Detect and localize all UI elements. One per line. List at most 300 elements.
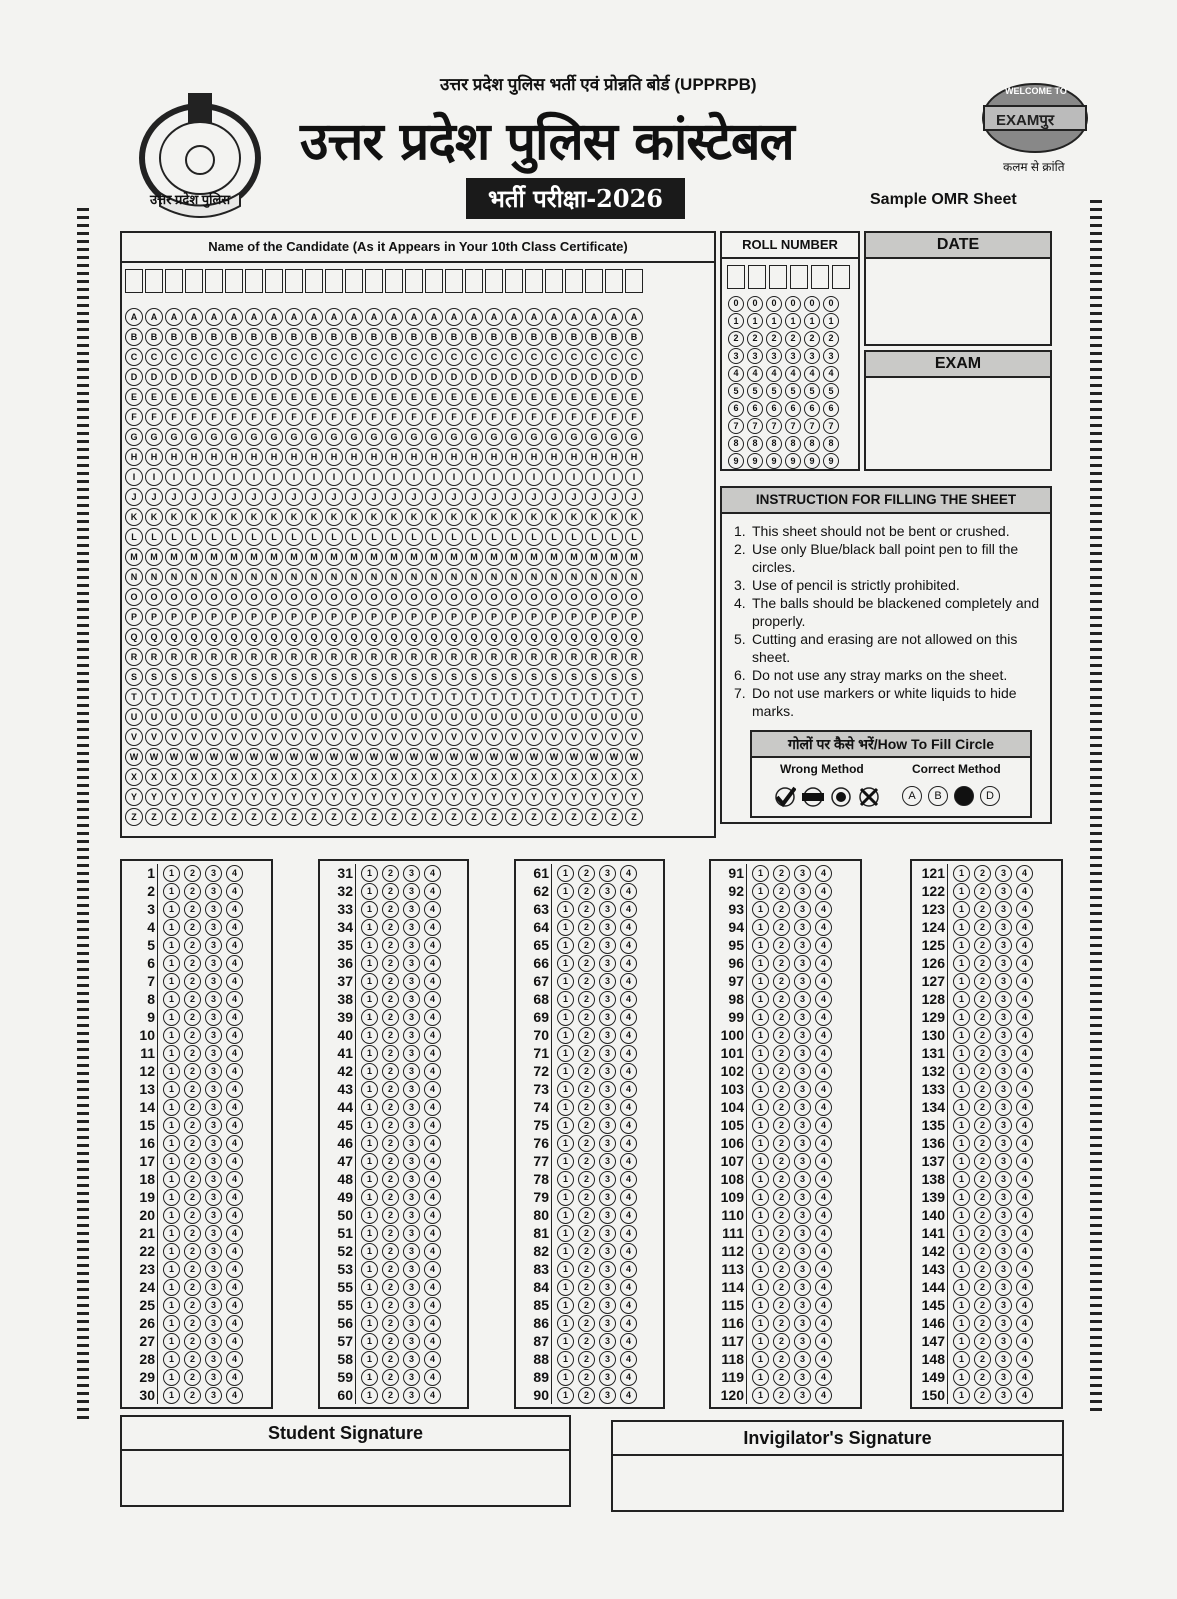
name-letter-bubble[interactable]: Z bbox=[205, 808, 223, 826]
answer-bubble[interactable]: 3 bbox=[205, 1063, 222, 1080]
name-letter-bubble[interactable]: T bbox=[265, 688, 283, 706]
answer-bubble[interactable]: 3 bbox=[403, 955, 420, 972]
name-letter-bubble[interactable]: N bbox=[605, 568, 623, 586]
name-letter-bubble[interactable]: L bbox=[165, 528, 183, 546]
answer-bubble[interactable]: 3 bbox=[599, 919, 616, 936]
answer-bubble[interactable]: 4 bbox=[1016, 865, 1033, 882]
answer-bubble[interactable]: 2 bbox=[773, 1279, 790, 1296]
answer-bubble[interactable]: 2 bbox=[184, 1279, 201, 1296]
answer-bubble[interactable]: 2 bbox=[974, 1261, 991, 1278]
name-letter-bubble[interactable]: C bbox=[125, 348, 143, 366]
name-letter-bubble[interactable]: J bbox=[605, 488, 623, 506]
answer-bubble[interactable]: 2 bbox=[184, 1333, 201, 1350]
name-letter-bubble[interactable]: J bbox=[445, 488, 463, 506]
name-letter-bubble[interactable]: W bbox=[225, 748, 243, 766]
answer-bubble[interactable]: 2 bbox=[974, 865, 991, 882]
answer-bubble[interactable]: 4 bbox=[620, 1225, 637, 1242]
name-letter-bubble[interactable]: D bbox=[505, 368, 523, 386]
answer-bubble[interactable]: 3 bbox=[403, 1045, 420, 1062]
name-letter-bubble[interactable]: N bbox=[165, 568, 183, 586]
answer-bubble[interactable]: 2 bbox=[184, 919, 201, 936]
answer-bubble[interactable]: 4 bbox=[1016, 973, 1033, 990]
answer-bubble[interactable]: 4 bbox=[620, 1315, 637, 1332]
name-letter-bubble[interactable]: G bbox=[125, 428, 143, 446]
name-letter-bubble[interactable]: D bbox=[305, 368, 323, 386]
name-letter-bubble[interactable]: A bbox=[325, 308, 343, 326]
answer-bubble[interactable]: 1 bbox=[163, 1117, 180, 1134]
name-letter-bubble[interactable]: W bbox=[205, 748, 223, 766]
name-letter-bubble[interactable]: K bbox=[125, 508, 143, 526]
name-letter-bubble[interactable]: U bbox=[505, 708, 523, 726]
answer-bubble[interactable]: 3 bbox=[205, 1351, 222, 1368]
name-letter-bubble[interactable]: R bbox=[605, 648, 623, 666]
name-letter-bubble[interactable]: Y bbox=[245, 788, 263, 806]
answer-bubble[interactable]: 4 bbox=[815, 973, 832, 990]
name-letter-bubble[interactable]: O bbox=[245, 588, 263, 606]
name-letter-bubble[interactable]: E bbox=[485, 388, 503, 406]
answer-bubble[interactable]: 3 bbox=[995, 1243, 1012, 1260]
name-letter-bubble[interactable]: F bbox=[385, 408, 403, 426]
name-letter-bubble[interactable]: I bbox=[185, 468, 203, 486]
answer-bubble[interactable]: 1 bbox=[557, 865, 574, 882]
name-letter-bubble[interactable]: W bbox=[145, 748, 163, 766]
answer-bubble[interactable]: 1 bbox=[953, 991, 970, 1008]
name-letter-bubble[interactable]: Q bbox=[165, 628, 183, 646]
name-letter-bubble[interactable]: K bbox=[385, 508, 403, 526]
name-letter-bubble[interactable]: B bbox=[545, 328, 563, 346]
roll-digit-bubble[interactable]: 7 bbox=[747, 418, 763, 434]
answer-bubble[interactable]: 1 bbox=[163, 1207, 180, 1224]
name-letter-bubble[interactable]: O bbox=[325, 588, 343, 606]
answer-bubble[interactable]: 4 bbox=[1016, 1279, 1033, 1296]
name-letter-bubble[interactable]: L bbox=[585, 528, 603, 546]
answer-bubble[interactable]: 2 bbox=[578, 1171, 595, 1188]
name-letter-bubble[interactable]: V bbox=[305, 728, 323, 746]
name-letter-bubble[interactable]: B bbox=[265, 328, 283, 346]
answer-bubble[interactable]: 4 bbox=[620, 1099, 637, 1116]
answer-bubble[interactable]: 3 bbox=[995, 1225, 1012, 1242]
name-letter-bubble[interactable]: W bbox=[325, 748, 343, 766]
name-letter-bubble[interactable]: G bbox=[365, 428, 383, 446]
name-letter-bubble[interactable]: K bbox=[225, 508, 243, 526]
name-letter-bubble[interactable]: G bbox=[305, 428, 323, 446]
name-letter-bubble[interactable]: J bbox=[505, 488, 523, 506]
roll-digit-bubble[interactable]: 7 bbox=[728, 418, 744, 434]
answer-bubble[interactable]: 4 bbox=[620, 1063, 637, 1080]
answer-bubble[interactable]: 3 bbox=[599, 1261, 616, 1278]
name-letter-bubble[interactable]: B bbox=[285, 328, 303, 346]
roll-digit-bubble[interactable]: 2 bbox=[766, 331, 782, 347]
answer-bubble[interactable]: 4 bbox=[424, 1243, 441, 1260]
answer-bubble[interactable]: 2 bbox=[773, 1243, 790, 1260]
answer-bubble[interactable]: 2 bbox=[382, 973, 399, 990]
answer-bubble[interactable]: 4 bbox=[1016, 1369, 1033, 1386]
answer-bubble[interactable]: 1 bbox=[953, 1045, 970, 1062]
answer-bubble[interactable]: 1 bbox=[953, 1081, 970, 1098]
answer-bubble[interactable]: 4 bbox=[1016, 937, 1033, 954]
answer-bubble[interactable]: 2 bbox=[578, 1351, 595, 1368]
name-letter-bubble[interactable]: A bbox=[225, 308, 243, 326]
name-letter-bubble[interactable]: W bbox=[285, 748, 303, 766]
answer-bubble[interactable]: 3 bbox=[205, 1189, 222, 1206]
name-letter-bubble[interactable]: H bbox=[425, 448, 443, 466]
name-letter-bubble[interactable]: A bbox=[465, 308, 483, 326]
name-letter-bubble[interactable]: U bbox=[605, 708, 623, 726]
roll-digit-bubble[interactable]: 1 bbox=[823, 313, 839, 329]
answer-bubble[interactable]: 3 bbox=[995, 1297, 1012, 1314]
name-letter-bubble[interactable]: C bbox=[205, 348, 223, 366]
name-letter-bubble[interactable]: N bbox=[345, 568, 363, 586]
answer-bubble[interactable]: 4 bbox=[424, 1315, 441, 1332]
name-letter-bubble[interactable]: T bbox=[165, 688, 183, 706]
answer-bubble[interactable]: 4 bbox=[1016, 919, 1033, 936]
name-write-box[interactable] bbox=[345, 269, 363, 293]
name-letter-bubble[interactable]: Y bbox=[465, 788, 483, 806]
name-letter-bubble[interactable]: J bbox=[165, 488, 183, 506]
name-letter-bubble[interactable]: A bbox=[425, 308, 443, 326]
name-letter-bubble[interactable]: I bbox=[425, 468, 443, 486]
answer-bubble[interactable]: 3 bbox=[794, 901, 811, 918]
name-write-box[interactable] bbox=[525, 269, 543, 293]
answer-bubble[interactable]: 1 bbox=[953, 1135, 970, 1152]
name-letter-bubble[interactable]: A bbox=[205, 308, 223, 326]
name-letter-bubble[interactable]: T bbox=[185, 688, 203, 706]
answer-bubble[interactable]: 4 bbox=[424, 1369, 441, 1386]
roll-digit-bubble[interactable]: 9 bbox=[766, 453, 782, 469]
name-letter-bubble[interactable]: V bbox=[385, 728, 403, 746]
answer-bubble[interactable]: 1 bbox=[557, 991, 574, 1008]
name-write-box[interactable] bbox=[125, 269, 143, 293]
name-letter-bubble[interactable]: P bbox=[485, 608, 503, 626]
answer-bubble[interactable]: 2 bbox=[382, 937, 399, 954]
name-letter-bubble[interactable]: H bbox=[465, 448, 483, 466]
name-letter-bubble[interactable]: Q bbox=[465, 628, 483, 646]
name-letter-bubble[interactable]: A bbox=[345, 308, 363, 326]
name-letter-bubble[interactable]: K bbox=[345, 508, 363, 526]
answer-bubble[interactable]: 3 bbox=[403, 1171, 420, 1188]
name-letter-bubble[interactable]: T bbox=[245, 688, 263, 706]
name-letter-bubble[interactable]: Q bbox=[625, 628, 643, 646]
answer-bubble[interactable]: 3 bbox=[205, 1279, 222, 1296]
name-letter-bubble[interactable]: Z bbox=[265, 808, 283, 826]
name-letter-bubble[interactable]: X bbox=[525, 768, 543, 786]
name-letter-bubble[interactable]: Z bbox=[345, 808, 363, 826]
name-letter-bubble[interactable]: X bbox=[345, 768, 363, 786]
roll-digit-bubble[interactable]: 3 bbox=[766, 348, 782, 364]
name-letter-bubble[interactable]: T bbox=[385, 688, 403, 706]
name-letter-bubble[interactable]: V bbox=[285, 728, 303, 746]
answer-bubble[interactable]: 2 bbox=[184, 1099, 201, 1116]
name-letter-bubble[interactable]: A bbox=[405, 308, 423, 326]
name-letter-bubble[interactable]: X bbox=[425, 768, 443, 786]
answer-bubble[interactable]: 4 bbox=[620, 1135, 637, 1152]
answer-bubble[interactable]: 2 bbox=[974, 1009, 991, 1026]
name-letter-bubble[interactable]: J bbox=[285, 488, 303, 506]
answer-bubble[interactable]: 4 bbox=[424, 1333, 441, 1350]
name-letter-bubble[interactable]: F bbox=[285, 408, 303, 426]
name-letter-bubble[interactable]: J bbox=[305, 488, 323, 506]
answer-bubble[interactable]: 3 bbox=[205, 1081, 222, 1098]
answer-bubble[interactable]: 1 bbox=[163, 1153, 180, 1170]
name-letter-bubble[interactable]: O bbox=[125, 588, 143, 606]
answer-bubble[interactable]: 2 bbox=[578, 1225, 595, 1242]
answer-bubble[interactable]: 4 bbox=[815, 1099, 832, 1116]
name-letter-bubble[interactable]: F bbox=[325, 408, 343, 426]
name-letter-bubble[interactable]: Z bbox=[405, 808, 423, 826]
answer-bubble[interactable]: 4 bbox=[620, 1045, 637, 1062]
name-letter-bubble[interactable]: F bbox=[505, 408, 523, 426]
name-letter-bubble[interactable]: W bbox=[365, 748, 383, 766]
name-letter-bubble[interactable]: P bbox=[545, 608, 563, 626]
name-letter-bubble[interactable]: N bbox=[625, 568, 643, 586]
answer-bubble[interactable]: 2 bbox=[974, 1225, 991, 1242]
name-letter-bubble[interactable]: S bbox=[605, 668, 623, 686]
name-letter-bubble[interactable]: N bbox=[485, 568, 503, 586]
answer-bubble[interactable]: 2 bbox=[773, 1351, 790, 1368]
answer-bubble[interactable]: 2 bbox=[974, 901, 991, 918]
answer-bubble[interactable]: 3 bbox=[403, 1369, 420, 1386]
name-letter-bubble[interactable]: X bbox=[585, 768, 603, 786]
answer-bubble[interactable]: 4 bbox=[424, 1099, 441, 1116]
name-letter-bubble[interactable]: Q bbox=[225, 628, 243, 646]
name-letter-bubble[interactable]: B bbox=[125, 328, 143, 346]
name-letter-bubble[interactable]: K bbox=[305, 508, 323, 526]
roll-digit-bubble[interactable]: 3 bbox=[823, 348, 839, 364]
name-letter-bubble[interactable]: B bbox=[145, 328, 163, 346]
answer-bubble[interactable]: 2 bbox=[773, 1225, 790, 1242]
name-write-box[interactable] bbox=[485, 269, 503, 293]
name-letter-bubble[interactable]: S bbox=[205, 668, 223, 686]
answer-bubble[interactable]: 3 bbox=[205, 1207, 222, 1224]
name-letter-bubble[interactable]: Y bbox=[385, 788, 403, 806]
answer-bubble[interactable]: 1 bbox=[163, 973, 180, 990]
name-letter-bubble[interactable]: F bbox=[605, 408, 623, 426]
name-letter-bubble[interactable]: L bbox=[345, 528, 363, 546]
roll-digit-bubble[interactable]: 6 bbox=[804, 401, 820, 417]
answer-bubble[interactable]: 1 bbox=[557, 901, 574, 918]
answer-bubble[interactable]: 3 bbox=[794, 1153, 811, 1170]
name-letter-bubble[interactable]: K bbox=[185, 508, 203, 526]
name-letter-bubble[interactable]: H bbox=[505, 448, 523, 466]
answer-bubble[interactable]: 2 bbox=[184, 1045, 201, 1062]
name-letter-bubble[interactable]: N bbox=[565, 568, 583, 586]
answer-bubble[interactable]: 1 bbox=[557, 1081, 574, 1098]
name-letter-bubble[interactable]: F bbox=[545, 408, 563, 426]
name-letter-bubble[interactable]: I bbox=[205, 468, 223, 486]
name-letter-bubble[interactable]: T bbox=[425, 688, 443, 706]
answer-bubble[interactable]: 4 bbox=[424, 1117, 441, 1134]
answer-bubble[interactable]: 1 bbox=[752, 1063, 769, 1080]
answer-bubble[interactable]: 4 bbox=[620, 1333, 637, 1350]
name-letter-bubble[interactable]: Z bbox=[565, 808, 583, 826]
answer-bubble[interactable]: 2 bbox=[382, 901, 399, 918]
answer-bubble[interactable]: 1 bbox=[557, 1153, 574, 1170]
answer-bubble[interactable]: 2 bbox=[974, 973, 991, 990]
answer-bubble[interactable]: 1 bbox=[361, 1315, 378, 1332]
answer-bubble[interactable]: 2 bbox=[773, 1135, 790, 1152]
name-letter-bubble[interactable]: O bbox=[445, 588, 463, 606]
roll-write-box[interactable] bbox=[769, 265, 787, 289]
name-letter-bubble[interactable]: E bbox=[145, 388, 163, 406]
answer-bubble[interactable]: 3 bbox=[403, 883, 420, 900]
answer-bubble[interactable]: 1 bbox=[953, 1279, 970, 1296]
answer-bubble[interactable]: 1 bbox=[752, 955, 769, 972]
answer-bubble[interactable]: 3 bbox=[599, 1189, 616, 1206]
answer-bubble[interactable]: 3 bbox=[599, 883, 616, 900]
answer-bubble[interactable]: 3 bbox=[794, 1207, 811, 1224]
name-letter-bubble[interactable]: V bbox=[365, 728, 383, 746]
answer-bubble[interactable]: 4 bbox=[424, 1387, 441, 1404]
name-letter-bubble[interactable]: O bbox=[405, 588, 423, 606]
answer-bubble[interactable]: 2 bbox=[184, 1117, 201, 1134]
name-letter-bubble[interactable]: Y bbox=[165, 788, 183, 806]
answer-bubble[interactable]: 2 bbox=[184, 1387, 201, 1404]
answer-bubble[interactable]: 1 bbox=[557, 1261, 574, 1278]
roll-digit-bubble[interactable]: 6 bbox=[785, 401, 801, 417]
name-letter-bubble[interactable]: F bbox=[345, 408, 363, 426]
name-letter-bubble[interactable]: D bbox=[605, 368, 623, 386]
answer-bubble[interactable]: 3 bbox=[599, 1243, 616, 1260]
answer-bubble[interactable]: 4 bbox=[1016, 1189, 1033, 1206]
answer-bubble[interactable]: 1 bbox=[752, 1351, 769, 1368]
answer-bubble[interactable]: 2 bbox=[578, 1315, 595, 1332]
name-letter-bubble[interactable]: E bbox=[245, 388, 263, 406]
answer-bubble[interactable]: 4 bbox=[620, 865, 637, 882]
answer-bubble[interactable]: 1 bbox=[163, 1315, 180, 1332]
name-letter-bubble[interactable]: C bbox=[165, 348, 183, 366]
name-letter-bubble[interactable]: R bbox=[125, 648, 143, 666]
answer-bubble[interactable]: 4 bbox=[424, 991, 441, 1008]
name-letter-bubble[interactable]: N bbox=[285, 568, 303, 586]
name-letter-bubble[interactable]: J bbox=[345, 488, 363, 506]
name-letter-bubble[interactable]: T bbox=[585, 688, 603, 706]
answer-bubble[interactable]: 3 bbox=[403, 1153, 420, 1170]
answer-bubble[interactable]: 4 bbox=[424, 1045, 441, 1062]
name-letter-bubble[interactable]: M bbox=[465, 548, 483, 566]
name-letter-bubble[interactable]: M bbox=[245, 548, 263, 566]
name-letter-bubble[interactable]: X bbox=[185, 768, 203, 786]
roll-digit-bubble[interactable]: 1 bbox=[728, 313, 744, 329]
name-letter-bubble[interactable]: B bbox=[485, 328, 503, 346]
answer-bubble[interactable]: 1 bbox=[163, 1081, 180, 1098]
name-letter-bubble[interactable]: T bbox=[325, 688, 343, 706]
name-letter-bubble[interactable]: D bbox=[165, 368, 183, 386]
name-letter-bubble[interactable]: V bbox=[345, 728, 363, 746]
answer-bubble[interactable]: 1 bbox=[752, 1333, 769, 1350]
answer-bubble[interactable]: 4 bbox=[424, 1279, 441, 1296]
name-letter-bubble[interactable]: H bbox=[405, 448, 423, 466]
answer-bubble[interactable]: 4 bbox=[815, 1171, 832, 1188]
answer-bubble[interactable]: 2 bbox=[184, 991, 201, 1008]
answer-bubble[interactable]: 4 bbox=[620, 1081, 637, 1098]
name-letter-bubble[interactable]: O bbox=[385, 588, 403, 606]
answer-bubble[interactable]: 2 bbox=[974, 1027, 991, 1044]
name-letter-bubble[interactable]: Q bbox=[325, 628, 343, 646]
answer-bubble[interactable]: 3 bbox=[995, 1135, 1012, 1152]
answer-bubble[interactable]: 2 bbox=[974, 991, 991, 1008]
answer-bubble[interactable]: 2 bbox=[184, 1315, 201, 1332]
answer-bubble[interactable]: 1 bbox=[752, 973, 769, 990]
answer-bubble[interactable]: 1 bbox=[557, 955, 574, 972]
answer-bubble[interactable]: 3 bbox=[403, 1027, 420, 1044]
name-letter-bubble[interactable]: C bbox=[325, 348, 343, 366]
name-letter-bubble[interactable]: S bbox=[165, 668, 183, 686]
answer-bubble[interactable]: 1 bbox=[953, 1009, 970, 1026]
roll-digit-bubble[interactable]: 4 bbox=[804, 366, 820, 382]
name-letter-bubble[interactable]: Y bbox=[485, 788, 503, 806]
answer-bubble[interactable]: 1 bbox=[953, 1261, 970, 1278]
name-letter-bubble[interactable]: F bbox=[185, 408, 203, 426]
name-letter-bubble[interactable]: I bbox=[505, 468, 523, 486]
name-letter-bubble[interactable]: L bbox=[445, 528, 463, 546]
name-letter-bubble[interactable]: O bbox=[565, 588, 583, 606]
name-letter-bubble[interactable]: Y bbox=[265, 788, 283, 806]
answer-bubble[interactable]: 1 bbox=[361, 1189, 378, 1206]
answer-bubble[interactable]: 4 bbox=[815, 1081, 832, 1098]
answer-bubble[interactable]: 3 bbox=[995, 1171, 1012, 1188]
answer-bubble[interactable]: 3 bbox=[205, 1387, 222, 1404]
answer-bubble[interactable]: 4 bbox=[1016, 1297, 1033, 1314]
name-letter-bubble[interactable]: S bbox=[585, 668, 603, 686]
name-letter-bubble[interactable]: G bbox=[245, 428, 263, 446]
name-letter-bubble[interactable]: R bbox=[305, 648, 323, 666]
answer-bubble[interactable]: 4 bbox=[815, 1063, 832, 1080]
name-letter-bubble[interactable]: E bbox=[265, 388, 283, 406]
name-letter-bubble[interactable]: K bbox=[265, 508, 283, 526]
name-letter-bubble[interactable]: D bbox=[445, 368, 463, 386]
answer-bubble[interactable]: 1 bbox=[557, 1333, 574, 1350]
name-letter-bubble[interactable]: U bbox=[405, 708, 423, 726]
name-write-box[interactable] bbox=[225, 269, 243, 293]
name-letter-bubble[interactable]: Q bbox=[405, 628, 423, 646]
answer-bubble[interactable]: 2 bbox=[382, 1045, 399, 1062]
answer-bubble[interactable]: 4 bbox=[815, 1369, 832, 1386]
roll-digit-bubble[interactable]: 3 bbox=[747, 348, 763, 364]
name-letter-bubble[interactable]: X bbox=[565, 768, 583, 786]
name-letter-bubble[interactable]: K bbox=[285, 508, 303, 526]
name-letter-bubble[interactable]: V bbox=[325, 728, 343, 746]
answer-bubble[interactable]: 4 bbox=[815, 1333, 832, 1350]
roll-digit-bubble[interactable]: 8 bbox=[804, 436, 820, 452]
answer-bubble[interactable]: 4 bbox=[226, 1045, 243, 1062]
answer-bubble[interactable]: 2 bbox=[578, 1135, 595, 1152]
answer-bubble[interactable]: 4 bbox=[1016, 1387, 1033, 1404]
name-letter-bubble[interactable]: C bbox=[585, 348, 603, 366]
name-letter-bubble[interactable]: B bbox=[185, 328, 203, 346]
name-letter-bubble[interactable]: R bbox=[465, 648, 483, 666]
answer-bubble[interactable]: 3 bbox=[995, 1027, 1012, 1044]
name-letter-bubble[interactable]: K bbox=[425, 508, 443, 526]
answer-bubble[interactable]: 3 bbox=[205, 901, 222, 918]
answer-bubble[interactable]: 1 bbox=[953, 901, 970, 918]
name-letter-bubble[interactable]: L bbox=[325, 528, 343, 546]
name-letter-bubble[interactable]: J bbox=[325, 488, 343, 506]
name-letter-bubble[interactable]: M bbox=[425, 548, 443, 566]
answer-bubble[interactable]: 2 bbox=[578, 919, 595, 936]
name-letter-bubble[interactable]: C bbox=[225, 348, 243, 366]
answer-bubble[interactable]: 1 bbox=[163, 1171, 180, 1188]
answer-bubble[interactable]: 3 bbox=[205, 1333, 222, 1350]
name-letter-bubble[interactable]: M bbox=[165, 548, 183, 566]
answer-bubble[interactable]: 1 bbox=[752, 1027, 769, 1044]
answer-bubble[interactable]: 4 bbox=[620, 1009, 637, 1026]
name-letter-bubble[interactable]: R bbox=[205, 648, 223, 666]
name-letter-bubble[interactable]: Y bbox=[425, 788, 443, 806]
name-write-box[interactable] bbox=[145, 269, 163, 293]
answer-bubble[interactable]: 3 bbox=[995, 1009, 1012, 1026]
name-letter-bubble[interactable]: F bbox=[125, 408, 143, 426]
name-letter-bubble[interactable]: J bbox=[365, 488, 383, 506]
